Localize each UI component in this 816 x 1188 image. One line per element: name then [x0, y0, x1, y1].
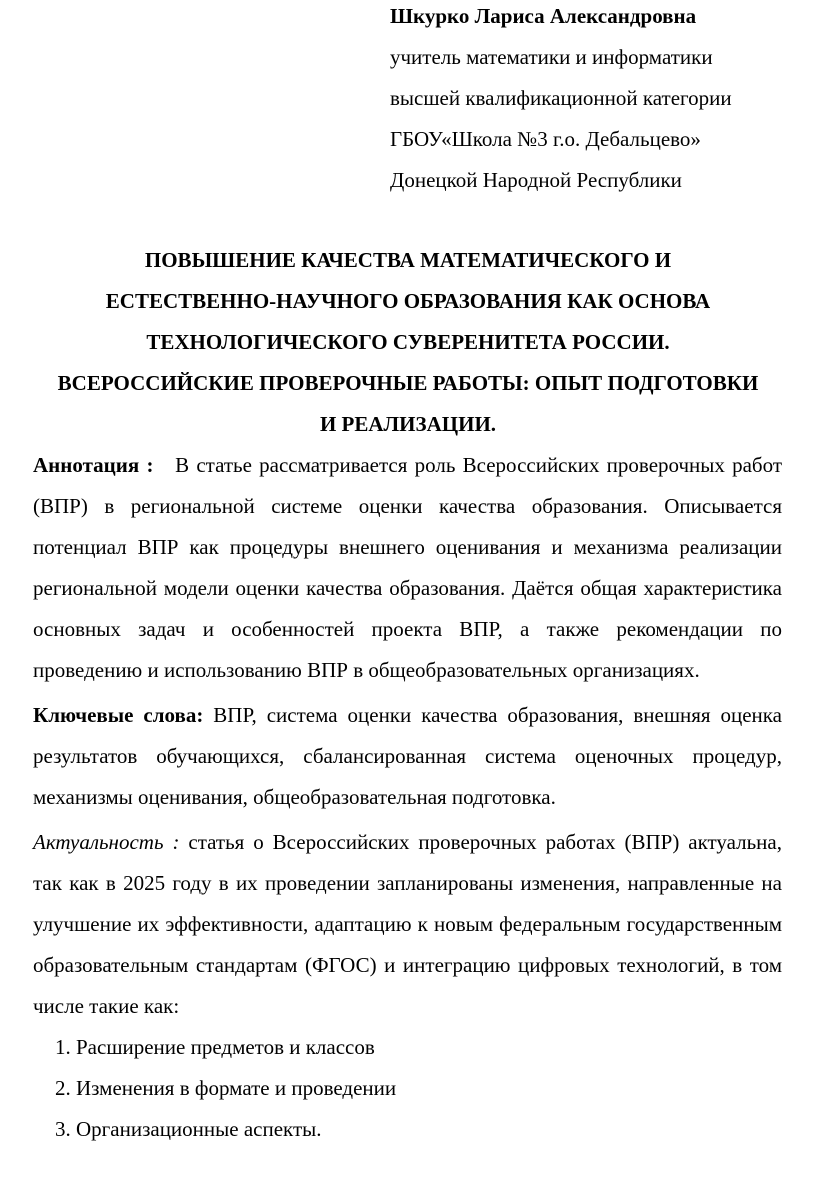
annotation-paragraph: [33, 445, 782, 691]
article-body: [33, 445, 782, 1150]
article-title: [20, 240, 796, 445]
author-block: [390, 0, 810, 201]
title-line-5: И РЕАЛИЗАЦИИ.: [319, 412, 497, 436]
keywords-paragraph: [33, 695, 782, 818]
title-line-2: ЕСТЕСТВЕННО-НАУЧНОГО ОБРАЗОВАНИЯ КАК ОСНОВА: [105, 289, 711, 313]
relevance-text: статья о Всероссийских проверочных работах (ВПР) актуальна, так как в 2025 году в их проведении запланированы изменения, направленные на улучшение их эффективности, адаптацию к новым федеральным государственным образовательным стандартам (ФГОС) и интеграцию цифровых технологий, в том числе такие как:: [33, 830, 782, 1018]
annotation-text: В статье рассматривается роль Всероссийских проверочных работ (ВПР) в региональной системе оценки качества образования. Описывается потенциал ВПР как процедуры внешнего оценивания и механизма реализации региональной модели оценки качества образования. Даётся общая характеристика основных задач и особенностей проекта ВПР, а также рекомендации по проведению и использованию ВПР в общеобразовательных организациях.: [33, 453, 783, 682]
author-region: Донецкой Народной Республики: [390, 168, 682, 192]
author-position: учитель математики и информатики: [390, 45, 713, 69]
list-item: 3. Организационные аспекты.: [55, 1117, 322, 1141]
annotation-label: Аннотация :: [33, 453, 154, 477]
author-category: высшей квалификационной категории: [390, 86, 732, 110]
author-name: Шкурко Лариса Александровна: [390, 4, 697, 28]
keywords-text: ВПР, система оценки качества образования, внешняя оценка результатов обучающихся, сбалансированная система оценочных процедур, механизмы оценивания, общеобразовательная подготовка.: [33, 703, 782, 809]
relevance-label: Актуальность :: [33, 830, 180, 854]
title-line-4: ВСЕРОССИЙСКИЕ ПРОВЕРОЧНЫЕ РАБОТЫ: ОПЫТ ПОДГОТОВКИ: [57, 371, 759, 395]
title-line-1: ПОВЫШЕНИЕ КАЧЕСТВА МАТЕМАТИЧЕСКОГО И: [144, 248, 672, 272]
keywords-label: Ключевые слова:: [33, 703, 204, 727]
list-item: 2. Изменения в формате и проведении: [55, 1076, 397, 1100]
relevance-paragraph: [33, 822, 782, 1027]
title-line-3: ТЕХНОЛОГИЧЕСКОГО СУВЕРЕНИТЕТА РОССИИ.: [146, 330, 670, 354]
list-item: 1. Расширение предметов и классов: [55, 1035, 375, 1059]
author-school: ГБОУ«Школа №3 г.о. Дебальцево»: [390, 127, 701, 151]
